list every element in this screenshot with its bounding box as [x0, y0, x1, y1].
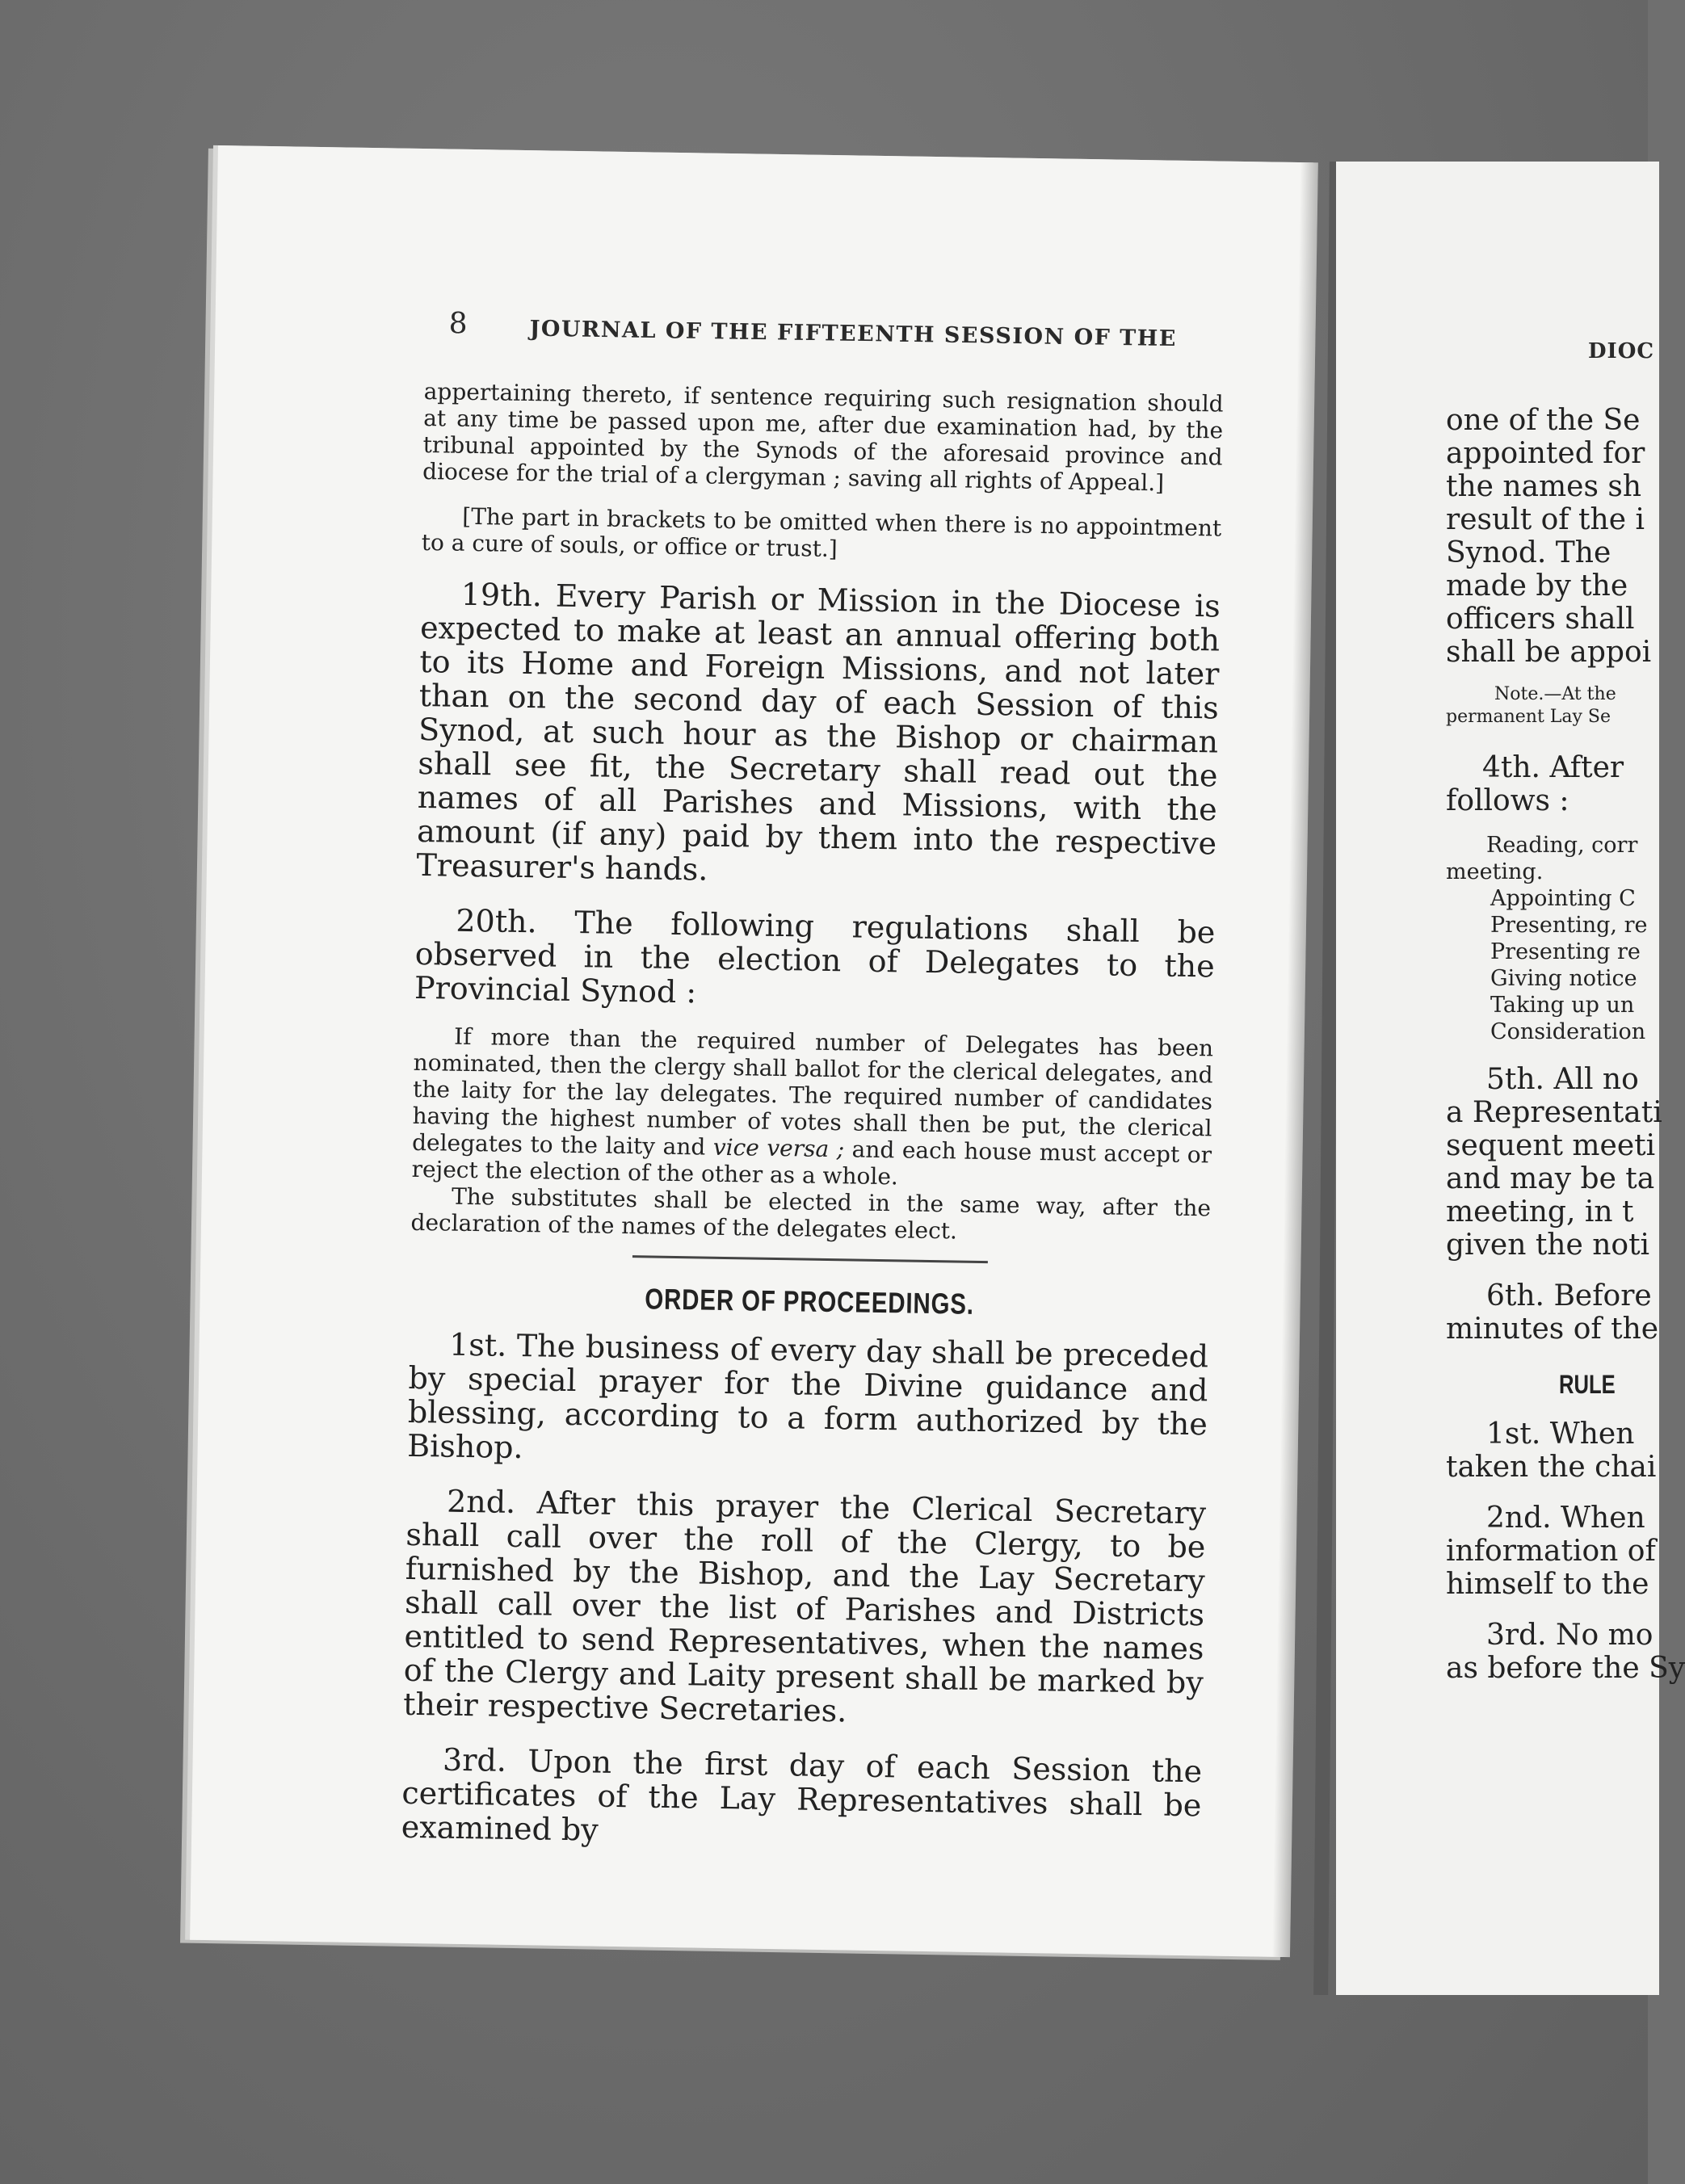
right-page-line: as before the Sy: [1446, 1652, 1685, 1685]
section-title: ORDER OF PROCEEDINGS.: [645, 1282, 975, 1321]
article-20th: 20th. The following regulations shall be observed in the election of Delegates to the Provincial Synod :: [414, 902, 1216, 1010]
right-page-line: Consideration: [1490, 1019, 1646, 1044]
regulation-paragraph: [411, 1023, 1213, 1195]
right-page-line: information of: [1446, 1535, 1656, 1568]
right-page-line: meeting, in t: [1446, 1195, 1634, 1228]
right-page-line: Taking up un: [1490, 993, 1635, 1018]
right-page-body: [1446, 404, 1685, 1685]
regulation-text-a: If more than the required number of Delegates has been nominated, then the clergy shall ballot for the clerical delegates, and the laity for the lay delegates. The required number of candidates having the highest number of votes shall then be put, the clerical delegates to the laity and: [411, 1023, 1214, 1161]
regulation-text-b: and each house must accept or reject the election of the other as a whole.: [411, 1136, 1212, 1191]
right-lines-d: [1446, 1279, 1659, 1346]
right-page-line: made by the: [1446, 569, 1628, 603]
regulation-italic: vice versa ;: [712, 1133, 845, 1163]
section-divider: [632, 1255, 988, 1263]
article-19th: 19th. Every Parish or Mission in the Diocese is expected to make at least an annual offering both to its Home and Foreign Missions, and not later than on the second day of each Session of this Synod, at such hour as the Bishop or chairman shall see fit, the Secretary shall read out the names of all Parishes and Missions, with the amount (if any) paid by them into the respective Treasurer's hands.: [416, 576, 1221, 888]
right-lines-g: [1446, 1619, 1685, 1685]
right-page-line: one of the Se: [1446, 404, 1641, 437]
oath-continuation: appertaining thereto, if sentence requiring such resignation should at any time be passed upon me, after due examination had, by the tribunal appointed by the Synods of the aforesaid province and diocese for the trial of a clergyman ; saving all rights of Appeal.]: [422, 378, 1224, 497]
right-page-line: Synod. The: [1446, 536, 1611, 569]
bracket-note: [The part in brackets to be omitted when there is no appointment to a cure of souls, or office or trust.]: [421, 502, 1222, 563]
right-lines-f: [1446, 1502, 1656, 1601]
right-page-line: and may be ta: [1446, 1162, 1655, 1195]
right-page-line: result of the i: [1446, 503, 1645, 536]
right-running-head: DIOC: [1588, 339, 1655, 363]
left-page-body: [401, 378, 1223, 1856]
right-lines-c: [1446, 1063, 1662, 1262]
right-page-line: Giving notice: [1490, 966, 1637, 991]
right-page-line: 4th. After: [1482, 751, 1624, 784]
rules-title: RULE: [1559, 1370, 1616, 1399]
right-page-line: Presenting re: [1490, 939, 1641, 964]
right-note: [1446, 683, 1656, 729]
page-number: 8: [448, 307, 468, 341]
right-page-line: Presenting, re: [1490, 913, 1648, 938]
right-page-line: given the noti: [1446, 1228, 1650, 1262]
right-page-line: officers shall: [1446, 603, 1635, 636]
right-page-line: himself to the: [1446, 1568, 1649, 1601]
right-page-line: follows :: [1446, 784, 1569, 817]
right-order-list: [1446, 832, 1656, 1045]
right-lines-a: [1446, 404, 1656, 669]
right-page-line: Reading, corr: [1486, 833, 1638, 858]
right-page-line: meeting.: [1446, 859, 1544, 884]
running-head: JOURNAL OF THE FIFTEENTH SESSION OF THE: [529, 316, 1178, 352]
right-page-line: taken the chai: [1446, 1451, 1657, 1484]
right-page-line: sequent meeti: [1446, 1129, 1656, 1162]
right-page-line: permanent Lay Se: [1446, 707, 1611, 727]
right-page-line: 1st. When: [1486, 1418, 1635, 1451]
right-page-line: 5th. All no: [1486, 1063, 1639, 1096]
right-page-line: Note.—At the: [1494, 684, 1616, 704]
proceeding-2nd: 2nd. After this prayer the Clerical Secretary shall call over the roll of the Clergy, to be furnished by the Bishop, and the Lay Secretary shall call over the list of Parishes and Districts entitled to send Representatives, when the names of the Clergy and Laity present shall be marked by their respective Secretaries.: [402, 1483, 1207, 1729]
right-lines-e: [1446, 1418, 1656, 1484]
proceeding-1st: 1st. The business of every day shall be preceded by special prayer for the Divine guidance and blessing, according to a form authorized by the Bishop.: [406, 1326, 1209, 1466]
right-page-line: Appointing C: [1490, 886, 1636, 911]
right-page-line: minutes of the: [1446, 1312, 1659, 1346]
right-page-line: 6th. Before: [1486, 1279, 1652, 1312]
right-page-line: shall be appoi: [1446, 636, 1652, 669]
right-page-line: the names sh: [1446, 470, 1642, 503]
right-page-line: 2nd. When: [1486, 1502, 1645, 1535]
right-page-line: a Representati: [1446, 1096, 1662, 1129]
right-lines-b: [1446, 751, 1656, 817]
substitutes-paragraph: The substitutes shall be elected in the same way, after the declaration of the names of the delegates elect.: [410, 1182, 1212, 1245]
proceeding-3rd: 3rd. Upon the first day of each Session the certificates of the Lay Representatives shall be examined by: [401, 1741, 1203, 1848]
right-page-line: 3rd. No mo: [1486, 1619, 1653, 1652]
right-page-line: appointed for: [1446, 437, 1645, 470]
